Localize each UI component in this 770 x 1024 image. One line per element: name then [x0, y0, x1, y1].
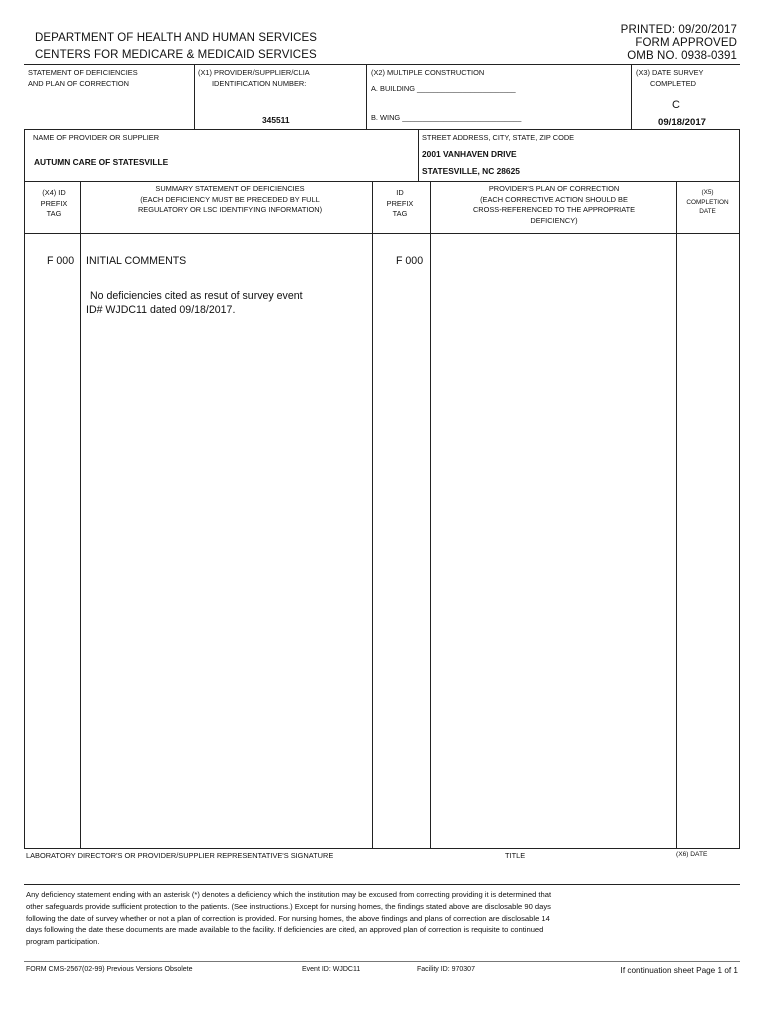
- department-line-2: CENTERS FOR MEDICARE & MEDICAID SERVICES: [35, 49, 317, 61]
- entry-tag-left: F 000: [47, 255, 75, 267]
- statement-label: STATEMENT OF DEFICIENCIES AND PLAN OF CORRECTION: [28, 68, 138, 88]
- rule-col-id: [430, 181, 431, 848]
- rule-colhdr-right: [739, 181, 740, 233]
- rule-col-x4: [80, 181, 81, 848]
- x2-label: (X2) MULTIPLE CONSTRUCTION: [371, 68, 485, 77]
- rule-statement-bottom: [24, 129, 740, 130]
- plan-header: PROVIDER'S PLAN OF CORRECTION (EACH CORRECTIVE ACTION SHOULD BE CROSS-REFERENCED TO THE APPROPRIATE DEFICIENCY): [472, 184, 636, 225]
- rule-provider-mid: [418, 129, 419, 181]
- rule-top: [24, 64, 740, 65]
- form-number: FORM CMS-2567(02-99) Previous Versions Obsolete: [26, 966, 193, 973]
- provider-id-number: 345511: [262, 115, 290, 125]
- rule-signature-bottom: [24, 884, 740, 885]
- provider-name: AUTUMN CARE OF STATESVILLE: [34, 157, 169, 167]
- x5-header: (X5) COMPLETION DATE: [686, 189, 729, 215]
- x3-label-1: (X3) DATE SURVEY: [636, 68, 704, 77]
- event-id: Event ID: WJDC11: [302, 966, 361, 973]
- entry-text-line-2: ID# WJDC11 dated 09/18/2017.: [86, 304, 236, 316]
- rule-provider-bottom: [24, 181, 740, 182]
- summary-header: SUMMARY STATEMENT OF DEFICIENCIES (EACH DEFICIENCY MUST BE PRECEDED BY FULL REGULATORY OR LSC IDENTIFYING INFORMATION): [137, 184, 323, 214]
- survey-date: 09/18/2017: [658, 117, 707, 128]
- printed-date: PRINTED: 09/20/2017: [620, 24, 737, 36]
- address-line-1: 2001 VANHAVEN DRIVE: [422, 149, 517, 159]
- x3-label-2: COMPLETED: [650, 79, 696, 88]
- entry-tag-right: F 000: [396, 255, 424, 267]
- disclaimer: Any deficiency statement ending with an asterisk (*) denotes a deficiency which the institution may be excused from correcting providing it is determined that other safeguards provide sufficient protection to the patients. (See instructions.) Except for nursing homes, the findings stated above are disclosable 90 days following the date of survey whether or not a plan of correction is provided. For nursing homes, the above findings and plans of correction are disclosable 14 days following the date these documents are made available to the facility. If deficiencies are cited, an approved plan of correction is requisite to continued program participation.: [26, 890, 552, 947]
- form-approved: FORM APPROVED: [635, 37, 737, 49]
- facility-id: Facility ID: 970307: [417, 966, 475, 973]
- signature-label: LABORATORY DIRECTOR'S OR PROVIDER/SUPPLIER REPRESENTATIVE'S SIGNATURE: [26, 851, 334, 860]
- provider-name-label: NAME OF PROVIDER OR SUPPLIER: [33, 133, 160, 142]
- x1-label-2: IDENTIFICATION NUMBER:: [212, 79, 307, 88]
- rule-col-plan: [676, 181, 677, 848]
- rule-x3-left: [631, 64, 632, 129]
- department-line-1: DEPARTMENT OF HEALTH AND HUMAN SERVICES: [35, 32, 318, 44]
- rule-x2-left: [366, 64, 367, 129]
- continuation-page: If continuation sheet Page 1 of 1: [620, 966, 738, 975]
- rule-x1-left: [194, 64, 195, 129]
- address-line-2: STATESVILLE, NC 28625: [422, 166, 520, 176]
- rule-body-bottom: [24, 848, 740, 849]
- rule-provider-left: [24, 129, 25, 181]
- rule-footer: [24, 961, 740, 962]
- rule-body-right: [739, 233, 740, 848]
- entry-text-line-1: No deficiencies cited as resut of survey event: [90, 290, 303, 302]
- x1-label-1: (X1) PROVIDER/SUPPLIER/CLIA: [198, 68, 310, 77]
- x6-date-label: (X6) DATE: [676, 851, 708, 858]
- id-prefix-header: ID PREFIX TAG: [386, 188, 414, 218]
- rule-colhdr-bottom: [24, 233, 740, 234]
- x2-building: A. BUILDING ________________________: [371, 84, 516, 93]
- survey-code: C: [672, 99, 680, 111]
- rule-provider-right: [739, 129, 740, 181]
- title-label: TITLE: [505, 851, 526, 860]
- entry-heading: INITIAL COMMENTS: [86, 255, 187, 267]
- rule-col-summary: [372, 181, 373, 848]
- address-label: STREET ADDRESS, CITY, STATE, ZIP CODE: [422, 133, 575, 142]
- rule-body-left: [24, 233, 25, 848]
- x2-wing: B. WING _____________________________: [371, 113, 522, 122]
- x4-header: (X4) ID PREFIX TAG: [40, 188, 68, 218]
- omb-number: OMB NO. 0938-0391: [627, 50, 737, 62]
